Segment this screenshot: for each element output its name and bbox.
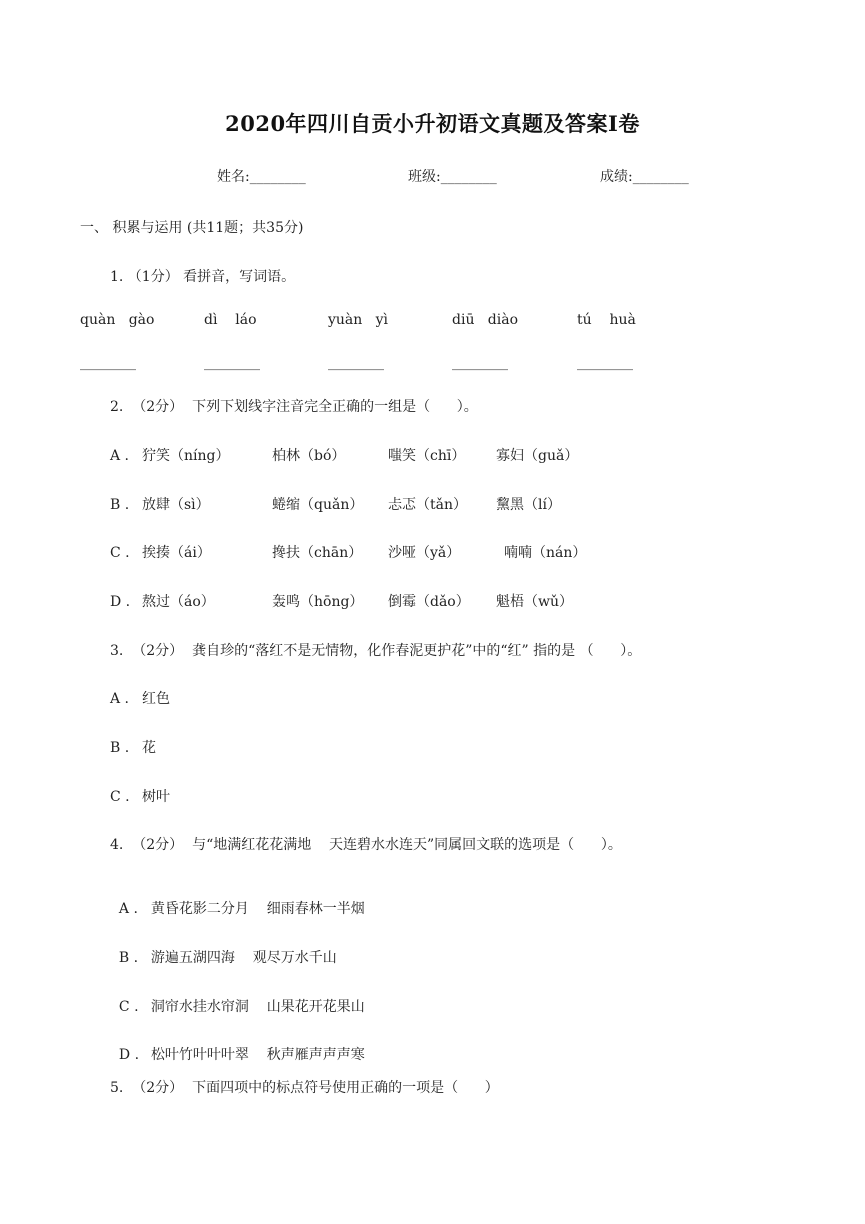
option-text: 红色 [142,691,170,707]
option-3c[interactable] [110,786,170,806]
option-2a[interactable] [110,445,578,465]
option-label: C . [110,789,130,805]
option-item: 喃喃（nán） [504,545,587,561]
option-4d[interactable] [110,1028,365,1064]
option-4b[interactable] [110,931,337,967]
option-text: 树叶 [142,789,170,805]
option-label: C . [118,999,139,1015]
question-3-stem: 3. （2分） 龚自珍的“落红不是无情物，化作春泥更护花”中的“红” 指的是 （ ）。 [110,643,642,659]
option-text: 黄昏花影二分月 细雨春林一半烟 [150,901,365,917]
option-4a[interactable] [110,882,365,918]
option-item: 黧黑（lí） [496,497,561,513]
answer-blank-4[interactable]: ________ [452,355,508,371]
pinyin-4: diū diào [452,312,519,328]
option-item: 寡妇（guǎ） [496,448,579,464]
option-label: A . [118,901,138,917]
option-4c[interactable] [110,980,365,1016]
option-label: D . [110,594,131,610]
option-item: 沙哑（yǎ） [388,545,461,561]
option-item: 熬过（áo） [142,594,215,610]
question-5-stem: 5. （2分） 下面四项中的标点符号使用正确的一项是（ ） [110,1080,499,1096]
option-label: C . [110,545,130,561]
pinyin-1: quàn gào [80,312,155,328]
score-field: 成绩:________ [600,169,689,185]
option-2d[interactable] [110,591,573,611]
option-label: B . [110,497,130,513]
option-item: 轰鸣（hōng） [272,594,364,610]
option-item: 倒霉（dǎo） [388,594,470,610]
option-label: A . [110,691,130,707]
pinyin-3: yuàn yì [328,312,389,328]
option-item: 放肆（sì） [142,497,210,513]
option-item: 柏林（bó） [272,448,346,464]
option-3a[interactable] [110,688,170,708]
option-item: 挨揍（ái） [142,545,211,561]
option-label: A . [110,448,130,464]
question-4-stem: 4. （2分） 与“地满红花花满地 天连碧水水连天”同属回文联的选项是（ ）。 [110,837,622,853]
option-2b[interactable] [110,494,561,514]
option-item: 搀扶（chān） [272,545,363,561]
option-label: D . [118,1047,140,1063]
option-text: 花 [142,740,156,756]
answer-blank-3[interactable]: ________ [328,355,384,371]
page-title: 2020年四川自贡小升初语文真题及答案I卷 [225,111,640,136]
question-1-stem: 1. （1分） 看拼音，写词语。 [110,269,296,285]
option-2c[interactable] [110,542,586,562]
name-field: 姓名:________ [217,169,306,185]
option-item: 魁梧（wǔ） [496,594,573,610]
class-field: 班级:________ [408,169,497,185]
option-text: 游遍五湖四海 观尽万水千山 [150,950,337,966]
option-item: 忐忑（tǎn） [388,497,467,513]
pinyin-2: dì láo [204,312,257,328]
answer-blank-1[interactable]: ________ [80,355,136,371]
option-label: B . [118,950,139,966]
option-text: 洞帘水挂水帘洞 山果花开花果山 [150,999,365,1015]
answer-blank-5[interactable]: ________ [577,355,633,371]
pinyin-5: tú huà [577,312,636,328]
option-text: 松叶竹叶叶叶翠 秋声雁声声声寒 [150,1047,365,1063]
answer-blank-2[interactable]: ________ [204,355,260,371]
question-2-stem: 2. （2分） 下列下划线字注音完全正确的一组是（ ）。 [110,399,478,415]
option-3b[interactable] [110,737,156,757]
option-item: 蜷缩（quǎn） [272,497,364,513]
option-label: B . [110,740,130,756]
option-item: 狞笑（níng） [142,448,230,464]
section-heading: 一、 积累与运用 (共11题；共35分) [80,220,304,236]
option-item: 嗤笑（chī） [388,448,466,464]
